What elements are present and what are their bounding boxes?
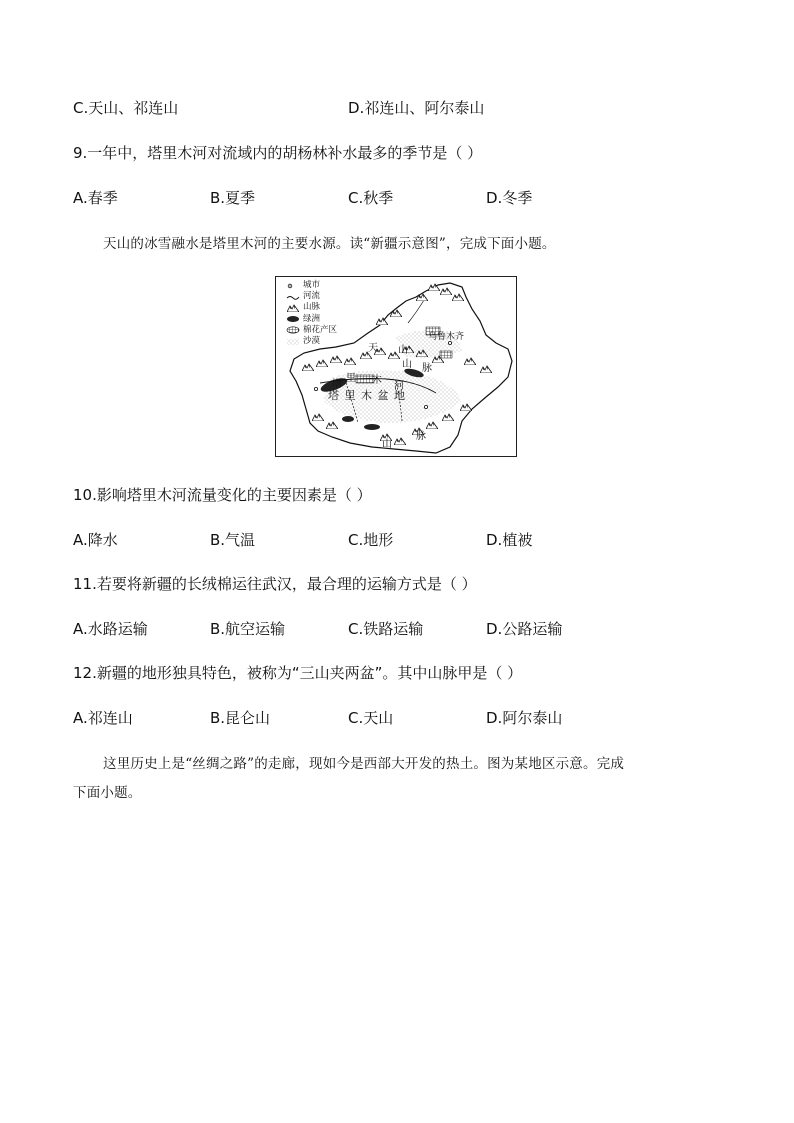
label-tarim-river-1: 塔 xyxy=(332,379,342,390)
mountain-icon xyxy=(286,304,300,312)
label-tarim-basin: 塔 里 木 盆 地 xyxy=(328,389,405,402)
label-tarim-river-3: 木 xyxy=(372,375,382,386)
legend-city xyxy=(286,280,337,291)
option-d: D.祁连山、阿尔泰山 xyxy=(348,99,485,117)
desert-icon xyxy=(286,338,300,346)
q11-option-d: D.公路运输 xyxy=(486,620,563,638)
legend-city-label: 城市 xyxy=(303,280,321,290)
intro-paragraph-1: 天山的冰雪融水是塔里木河的主要水源。读“新疆示意图”，完成下面小题。 xyxy=(103,236,556,252)
city-marker xyxy=(424,405,427,408)
legend-river xyxy=(286,291,337,302)
label-tarim-river-2: 里 xyxy=(346,373,356,384)
intro-paragraph-2-line-2: 下面小题。 xyxy=(73,785,142,801)
q10-option-b: B.气温 xyxy=(210,531,256,549)
q10-option-c: C.地形 xyxy=(348,531,394,549)
label-tianshan-1: 天 xyxy=(368,343,378,354)
question-11-stem: 11.若要将新疆的长绒棉运往武汉，最合理的运输方式是（ ） xyxy=(73,575,477,593)
q10-option-d: D.植被 xyxy=(486,531,533,549)
legend-oasis-label: 绿洲 xyxy=(303,313,321,324)
label-urumqi: 乌鲁木齐 xyxy=(428,332,465,342)
q11-option-b: B.航空运输 xyxy=(210,620,286,638)
legend-cotton-label: 棉花产区 xyxy=(303,324,338,335)
legend-oasis xyxy=(286,314,337,325)
question-9-stem: 9.一年中，塔里木河对流域内的胡杨林补水最多的季节是（ ） xyxy=(73,144,483,162)
legend-river-label: 河流 xyxy=(303,291,321,302)
city-marker-kashgar xyxy=(314,387,317,390)
city-icon xyxy=(286,282,300,290)
label-kunlun-1: 山 xyxy=(382,439,392,450)
legend-mountain xyxy=(286,302,337,313)
q9-option-d: D.冬季 xyxy=(486,189,533,207)
legend-desert-label: 沙漠 xyxy=(303,335,321,346)
oasis-4 xyxy=(342,416,354,422)
q9-option-a: A.春季 xyxy=(73,189,118,207)
q12-option-b: B.昆仑山 xyxy=(210,709,271,727)
q10-option-a: A.降水 xyxy=(73,531,118,549)
label-tarim-river-4: 河 xyxy=(394,381,404,392)
q12-option-d: D.阿尔泰山 xyxy=(486,709,563,727)
xinjiang-map-figure xyxy=(275,276,517,457)
legend-cotton xyxy=(286,325,337,336)
question-12-stem: 12.新疆的地形独具特色，被称为“三山夹两盆”。其中山脉甲是（ ） xyxy=(73,664,523,682)
q12-option-c: C.天山 xyxy=(348,709,394,727)
map-legend xyxy=(286,280,337,347)
label-tianshan-3: 山 xyxy=(402,359,412,370)
legend-mountain-label: 山脉 xyxy=(303,302,321,313)
legend-desert xyxy=(286,336,337,347)
q11-option-a: A.水路运输 xyxy=(73,620,148,638)
q11-option-c: C.铁路运输 xyxy=(348,620,424,638)
q9-option-b: B.夏季 xyxy=(210,189,256,207)
q9-option-c: C.秋季 xyxy=(348,189,394,207)
label-tianshan-2: 山 xyxy=(398,345,408,356)
oasis-icon xyxy=(286,315,300,323)
option-c: C.天山、祁连山 xyxy=(73,99,179,117)
q12-option-a: A.祁连山 xyxy=(73,709,133,727)
oasis-3 xyxy=(364,424,380,430)
river-icon xyxy=(286,293,300,301)
intro-paragraph-2-line-1: 这里历史上是“丝绸之路”的走廊，现如今是西部大开发的热土。图为某地区示意。完成 xyxy=(103,756,625,772)
question-10-stem: 10.影响塔里木河流量变化的主要因素是（ ） xyxy=(73,486,372,504)
label-kunlun-2: 脉 xyxy=(416,431,426,442)
cotton-area-3 xyxy=(440,351,452,358)
label-tianshan-4: 脉 xyxy=(422,363,432,374)
cotton-icon xyxy=(286,326,300,334)
